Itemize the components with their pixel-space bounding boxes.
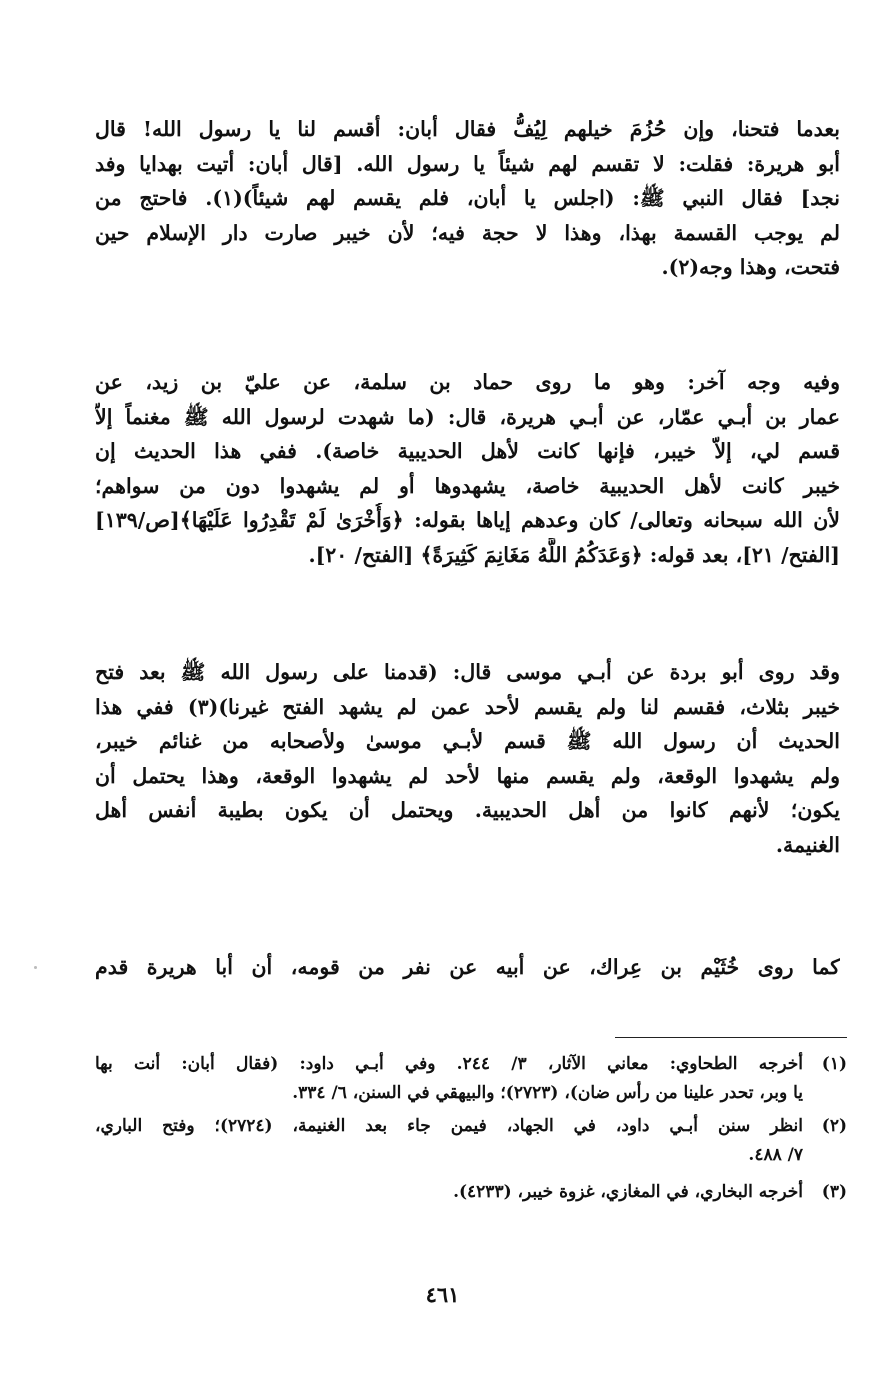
footnote-number: (٢)	[821, 1116, 847, 1136]
text-line: كما روى خُثَيْم بن عِراك، عن أبيه عن نفر من قومه، أن أبا هريرة قدم	[95, 955, 840, 979]
text-line: خيبر كانت لأهل الحديبية خاصة، يشهدوها أو لم يشهدوا دون من سواهم؛	[95, 473, 840, 498]
text-line: فتحت، وهذا وجه(٢).	[661, 255, 840, 279]
text-line: عمار بن أبـي عمّار، عن أبـي هريرة، قال: (ما شهدت لرسول الله ﷺ مغنماً إلاّ	[95, 404, 840, 429]
footnote-2	[95, 1112, 847, 1170]
text-line: [الفتح/ ٢١]، بعد قوله: ﴿وَعَدَكُمُ اللَّهُ مَغَانِمَ كَثِيرَةً﴾ [الفتح/ ٢٠].	[308, 542, 840, 567]
text-line: خيبر بثلاث، فقسم لنا ولم يقسم لأحد عمن لم يشهد الفتح غيرنا)(٣) ففي هذا	[95, 694, 840, 719]
paragraph-2	[95, 365, 840, 572]
text-line: الغنيمة.	[775, 832, 840, 857]
footnotes	[95, 1050, 847, 1207]
paragraph-4	[95, 950, 840, 985]
text-line: وفيه وجه آخر: وهو ما روى حماد بن سلمة، عن عليّ بن زيد، عن	[95, 370, 840, 394]
text-line: يكون؛ لأنهم كانوا من أهل الحديبية. ويحتمل أن يكون بطيبة أنفس أهل	[95, 798, 840, 822]
text-line: وقد روى أبو بردة عن أبـي موسى قال: (قدمنا على رسول الله ﷺ بعد فتح	[95, 660, 840, 684]
footnote-line: أخرجه الطحاوي: معاني الآثار، ٣/ ٢٤٤. وفي أبـي داود: (فقال أبان: أنت بها	[95, 1054, 803, 1074]
text-line: بعدما فتحنا، وإن حُزُمَ خيلهم لِيُفُّ فقال أبان: أقسم لنا يا رسول الله! قال	[95, 117, 840, 141]
footnote-3	[95, 1178, 847, 1207]
footnote-line: أخرجه البخاري، في المغازي، غزوة خيبر، (٤٢٣٣).	[453, 1182, 803, 1202]
text-line: لم يوجب القسمة بهذا، وهذا لا حجة فيه؛ لأن خيبر صارت دار الإسلام حين	[95, 220, 840, 245]
scan-speck	[34, 966, 37, 969]
footnote-number: (١)	[821, 1054, 847, 1074]
paragraph-3	[95, 655, 840, 862]
footnote-line: ٧/ ٤٨٨.	[748, 1145, 803, 1165]
text-line: ولم يشهدوا الوقعة، ولم يقسم منها لأحد لم يشهدوا الوقعة، وهذا يحتمل أن	[95, 763, 840, 788]
footnote-line: انظر سنن أبـي داود، في الجهاد، فيمن جاء بعد الغنيمة، (٢٧٢٤)؛ وفتح الباري،	[95, 1116, 803, 1136]
footnote-line: يا وبر، تحدر علينا من رأس ضان)، (٢٧٢٣)؛ والبيهقي في السنن، ٦/ ٣٣٤.	[292, 1083, 803, 1103]
page-number: ٤٦١	[425, 1282, 460, 1307]
text-line: لأن الله سبحانه وتعالى/ كان وعدهم إياها بقوله: ﴿وَأُخْرَىٰ لَمْ تَقْدِرُوا عَلَيْهَا﴾[ص/١٣٩]	[95, 508, 840, 532]
text-line: قسم لي، إلاّ خيبر، فإنها كانت لأهل الحديبية خاصة). ففي هذا الحديث إن	[95, 439, 840, 463]
paragraph-1	[95, 112, 840, 285]
text-line: نجد] فقال النبي ﷺ: (اجلس يا أبان، فلم يقسم لهم شيئاً)(١). فاحتج من	[95, 186, 840, 210]
footnote-number: (٣)	[821, 1182, 847, 1202]
text-line: الحديث أن رسول الله ﷺ قسم لأبـي موسىٰ ولأصحابه من غنائم خيبر،	[95, 729, 840, 753]
footnote-1	[95, 1050, 847, 1108]
text-line: أبو هريرة: فقلت: لا تقسم لهم شيئاً يا رسول الله. [قال أبان: أتيت بهدايا وفد	[95, 151, 840, 176]
footnote-separator	[615, 1037, 847, 1038]
